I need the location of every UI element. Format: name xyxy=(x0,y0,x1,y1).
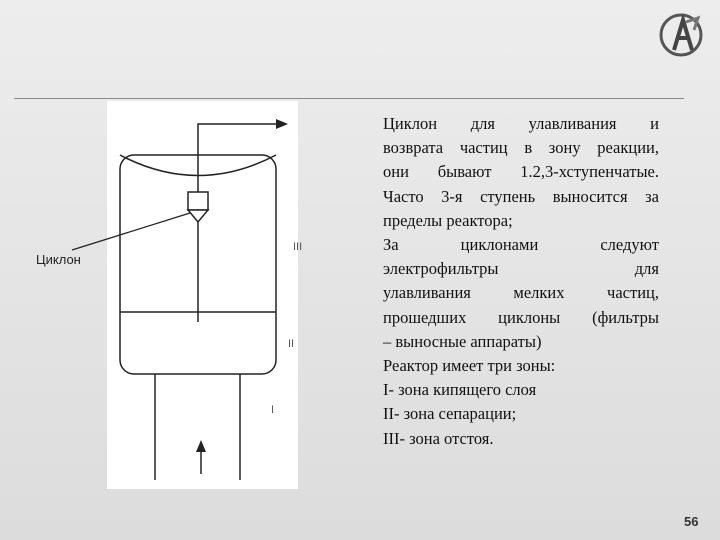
text-line: улавливания мелких частиц, xyxy=(383,283,659,303)
feed-arrow-icon xyxy=(196,440,206,452)
text-line: электрофильтры для xyxy=(383,259,659,279)
cyclone-body xyxy=(188,192,208,210)
description-text xyxy=(383,112,659,451)
text-line: II- зона сепарации; xyxy=(383,404,517,424)
text-line: За циклонами следуют xyxy=(383,235,659,255)
outlet-arrow-icon xyxy=(276,119,288,129)
text-line: возврата частиц в зону реакции, xyxy=(383,138,659,158)
text-line: Реактор имеет три зоны: xyxy=(383,356,556,376)
text-line: I- зона кипящего слоя xyxy=(383,380,537,400)
cyclone-cone xyxy=(188,210,208,222)
text-line: прошедших циклоны (фильтры xyxy=(383,307,659,327)
text-line: III- зона отстоя. xyxy=(383,428,494,448)
text-line: – выносные аппараты) xyxy=(383,331,542,351)
page-number: 56 xyxy=(684,514,699,529)
zone-label-iii: III xyxy=(293,241,303,253)
zone-label-ii: II xyxy=(288,338,295,350)
cyclone-label: Циклон xyxy=(36,252,81,267)
text-line: Циклон для улавливания и xyxy=(383,114,659,133)
text-line: Часто 3-я ступень выносится за xyxy=(383,186,659,206)
text-line: они бывают 1.2,3-хступенчатые. xyxy=(383,162,659,182)
text-line: пределы реактора; xyxy=(383,210,513,230)
outlet-pipe xyxy=(198,124,280,176)
zone-label-i: I xyxy=(271,404,275,416)
cyclone-leader-line xyxy=(72,213,190,250)
